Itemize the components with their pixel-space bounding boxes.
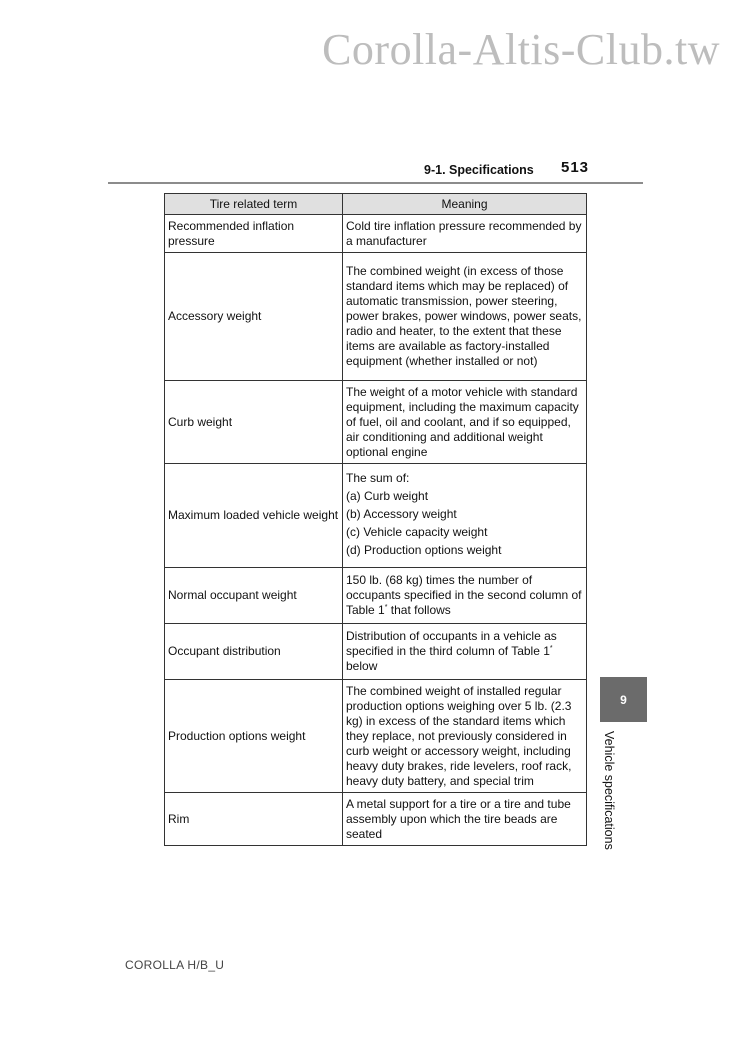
footer-text: COROLLA H/B_U [125, 958, 225, 972]
table-row [165, 464, 587, 568]
table-row [165, 381, 587, 464]
meaning-cell [343, 464, 587, 568]
chapter-title: Vehicle specifications [602, 731, 616, 850]
footnote-mark: * [384, 604, 388, 611]
table-row [165, 215, 587, 253]
footnote-mark: * [549, 645, 553, 652]
table-row [165, 680, 587, 793]
chapter-tab [600, 677, 647, 722]
term-cell: Rim [165, 793, 343, 846]
term-cell: Normal occupant weight [165, 568, 343, 624]
meaning-cell: The combined weight of installed regular production options weighing over 5 lb. (2.3 kg) in excess of the standard items which they replace, not previously considered in curb weight or accessory weight, including heavy duty brakes, ride levelers, roof rack, heavy duty battery, and special trim [343, 680, 587, 793]
page-number: 513 [561, 159, 590, 176]
list-item: (c) Vehicle capacity weight [346, 525, 488, 539]
list-item: (a) Curb weight [346, 489, 429, 503]
meaning-text: 150 lb. (68 kg) times the number of occupants specified in the second column of Table 1 [346, 573, 582, 617]
meaning-tail: that follows [387, 603, 451, 617]
list-item: (d) Production options weight [346, 543, 502, 557]
table-header-row [165, 194, 587, 215]
term-cell: Maximum loaded vehicle weight [165, 464, 343, 568]
meaning-cell: Cold tire inflation pressure recommended by a manufacturer [343, 215, 587, 253]
section-title: 9-1. Specifications [424, 163, 534, 177]
term-cell: Recommended inflation pressure [165, 215, 343, 253]
meaning-cell: The combined weight (in excess of those standard items which may be replaced) of automatic transmission, power steering, power brakes, power windows, power seats, radio and heater, to the extent that these items are available as factory-installed equipment (whether installed or not) [343, 253, 587, 381]
table-row [165, 568, 587, 624]
term-cell: Occupant distribution [165, 624, 343, 680]
column-header-term: Tire related term [165, 194, 343, 215]
watermark: Corolla-Altis-Club.tw [322, 25, 720, 74]
meaning-tail: below [346, 659, 378, 673]
table-row [165, 793, 587, 846]
column-header-meaning: Meaning [343, 194, 587, 215]
meaning-cell: A metal support for a tire or a tire and tube assembly upon which the tire beads are seated [343, 793, 587, 846]
chapter-number: 9 [620, 692, 627, 707]
list-item: (b) Accessory weight [346, 507, 457, 521]
term-cell: Production options weight [165, 680, 343, 793]
meaning-cell: The weight of a motor vehicle with standard equipment, including the maximum capacity of fuel, oil and coolant, and if so equipped, air conditioning and additional weight optional engine [343, 381, 587, 464]
table-row [165, 624, 587, 680]
meaning-cell [343, 568, 587, 624]
term-cell: Curb weight [165, 381, 343, 464]
meaning-text: Distribution of occupants in a vehicle as specified in the third column of Table 1 [346, 629, 557, 658]
table-row [165, 253, 587, 381]
header-divider [108, 182, 643, 184]
tire-terms-table [164, 193, 587, 846]
term-cell: Accessory weight [165, 253, 343, 381]
meaning-cell [343, 624, 587, 680]
meaning-intro: The sum of: [346, 471, 410, 485]
